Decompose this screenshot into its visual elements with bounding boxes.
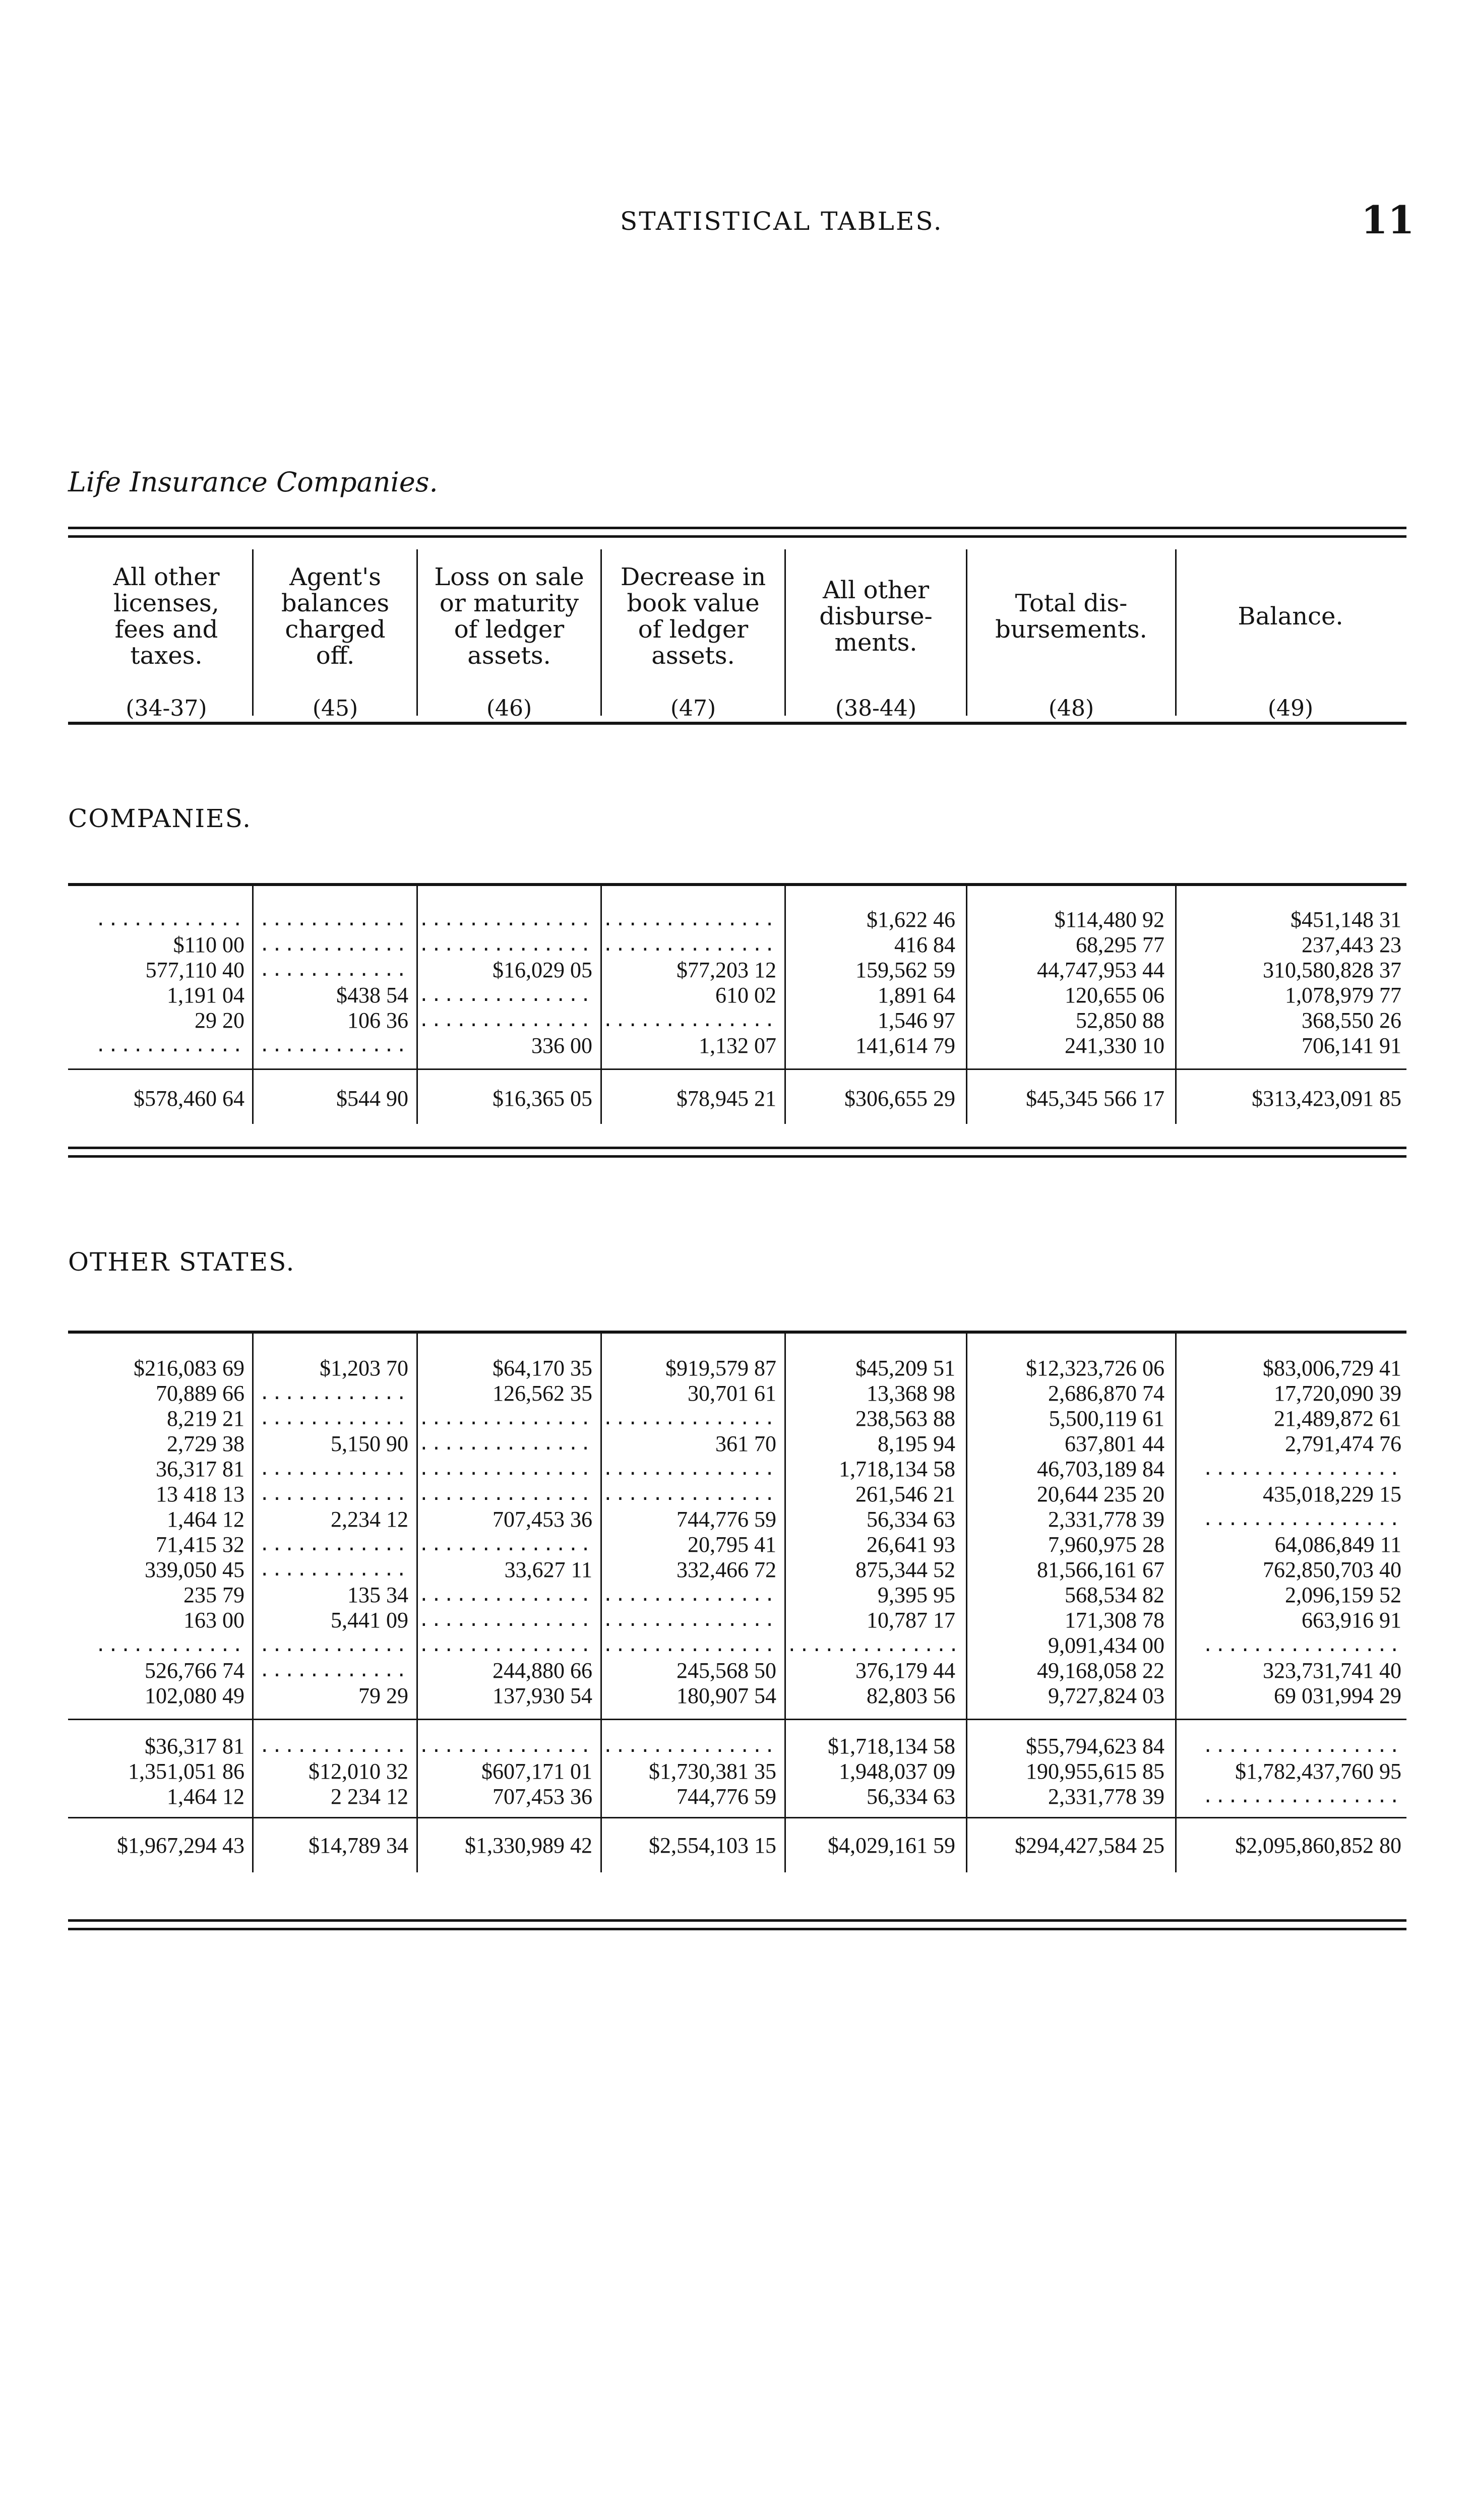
column-header: Total dis- bursements.: [995, 589, 1147, 644]
table-cell: ..............: [602, 1010, 777, 1031]
table-cell: ..............: [602, 934, 777, 955]
table-cell: 9,395 95: [878, 1583, 955, 1607]
column-separator: [966, 1334, 967, 1872]
table-cell: ............: [259, 1559, 408, 1580]
column-header: All other disburse- ments.: [819, 576, 933, 657]
table-cell: 261,546 21: [855, 1482, 955, 1506]
table-cell: 526,766 74: [145, 1658, 244, 1683]
table-cell: 29 20: [195, 1008, 244, 1033]
table-cell: ............: [259, 1035, 408, 1056]
table-cell: $1,967,294 43: [117, 1833, 244, 1858]
table-cell: $919,579 87: [665, 1356, 776, 1380]
table-cell: 56,334 63: [867, 1784, 955, 1809]
table-cell: 244,880 66: [493, 1658, 592, 1683]
table-cell: 52,850 88: [1076, 1008, 1164, 1033]
table-cell: 1,718,134 58: [839, 1457, 955, 1481]
table-cell: ................: [1202, 1786, 1401, 1807]
table-cell: 1,078,979 77: [1285, 983, 1401, 1007]
table-cell: 10,787 17: [867, 1608, 955, 1632]
table-cell: $1,730,381 35: [649, 1759, 776, 1784]
table-cell: 762,850,703 40: [1263, 1557, 1401, 1582]
table-cell: 2 234 12: [331, 1784, 408, 1809]
table-cell: $12,323,726 06: [1026, 1356, 1164, 1380]
column-header: All other licenses, fees and taxes.: [113, 563, 220, 670]
table-cell: ................: [1202, 1509, 1401, 1530]
table-cell: $64,170 35: [493, 1356, 592, 1380]
table-cell: $1,203 70: [320, 1356, 408, 1380]
table-cell: 2,331,778 39: [1048, 1784, 1164, 1809]
table-cell: $216,083 69: [134, 1356, 244, 1380]
table-cell: ............: [95, 909, 244, 930]
table-cell: ............: [259, 1660, 408, 1681]
table-cell: 5,441 09: [331, 1608, 408, 1632]
table-cell: 2,234 12: [331, 1507, 408, 1532]
table-cell: ..............: [418, 1585, 593, 1605]
table-cell: 13,368 98: [867, 1381, 955, 1406]
table-cell: $306,655 29: [844, 1086, 955, 1111]
table-cell: 21,489,872 61: [1274, 1406, 1401, 1431]
column-separator: [600, 549, 602, 716]
table-cell: ..............: [418, 1635, 593, 1656]
table-cell: ..............: [418, 1484, 593, 1504]
table-cell: ..............: [602, 1610, 777, 1630]
table-cell: 241,330 10: [1065, 1033, 1164, 1058]
table-cell: $12,010 32: [309, 1759, 408, 1784]
column-number: (38-44): [835, 695, 917, 721]
table-cell: $83,006,729 41: [1263, 1356, 1401, 1380]
table-cell: 245,568 50: [677, 1658, 776, 1683]
column-separator: [600, 886, 602, 1124]
table-cell: 2,729 38: [167, 1431, 244, 1456]
column-header: Agent's balances charged off.: [281, 563, 390, 670]
table-cell: $607,171 01: [481, 1759, 592, 1784]
subtotal-rule: [68, 1719, 1406, 1720]
table-cell: $294,427,584 25: [1015, 1833, 1164, 1858]
table-cell: ............: [259, 1635, 408, 1656]
column-header: Balance.: [1238, 602, 1343, 631]
table-cell: 1,464 12: [167, 1784, 244, 1809]
table-cell: 7,960,975 28: [1048, 1532, 1164, 1557]
column-number: (48): [1048, 695, 1094, 721]
table-cell: 416 84: [894, 932, 955, 957]
table-cell: $1,622 46: [867, 907, 955, 932]
table-cell: 2,096,159 52: [1285, 1583, 1401, 1607]
table-cell: 707,453 36: [493, 1507, 592, 1532]
table-cell: $1,782,437,760 95: [1235, 1759, 1401, 1784]
table-cell: ............: [259, 1534, 408, 1555]
table-cell: 46,703,189 84: [1037, 1457, 1164, 1481]
table-cell: 141,614 79: [855, 1033, 955, 1058]
table-subtitle: Life Insurance Companies.: [68, 466, 438, 498]
table-cell: $55,794,623 84: [1026, 1734, 1164, 1758]
table-cell: 237,443 23: [1302, 932, 1401, 957]
column-number: (46): [486, 695, 532, 721]
table-cell: $438 54: [336, 983, 408, 1007]
table-cell: ............: [95, 1635, 244, 1656]
column-separator: [966, 886, 967, 1124]
table-cell: 135 34: [347, 1583, 408, 1607]
table-cell: 744,776 59: [677, 1784, 776, 1809]
table-cell: ..............: [418, 1408, 593, 1429]
table-cell: ................: [1202, 1459, 1401, 1479]
table-cell: 568,534 82: [1065, 1583, 1164, 1607]
table-cell: 79 29: [358, 1683, 408, 1708]
table-cell: ................: [1202, 1736, 1401, 1756]
table-cell: ..............: [418, 1736, 593, 1756]
table-cell: 2,331,778 39: [1048, 1507, 1164, 1532]
table-cell: 332,466 72: [677, 1557, 776, 1582]
section-top-rule: [68, 1331, 1406, 1334]
table-cell: $1,718,134 58: [828, 1734, 955, 1758]
table-cell: 1,132 07: [699, 1033, 776, 1058]
table-cell: 5,500,119 61: [1049, 1406, 1164, 1431]
table-cell: 137,930 54: [493, 1683, 592, 1708]
column-number: (45): [312, 695, 358, 721]
table-cell: 20,795 41: [688, 1532, 776, 1557]
table-cell: ............: [259, 1383, 408, 1404]
table-cell: $14,789 34: [309, 1833, 408, 1858]
table-cell: 610 02: [715, 983, 776, 1007]
table-cell: 171,308 78: [1065, 1608, 1164, 1632]
running-head: STATISTICAL TABLES.: [620, 207, 943, 236]
table-cell: ............: [259, 1459, 408, 1479]
table-cell: $313,423,091 85: [1252, 1086, 1401, 1111]
section-top-rule: [68, 883, 1406, 886]
table-cell: 71,415 32: [156, 1532, 244, 1557]
table-cell: ............: [259, 960, 408, 980]
table-cell: $78,945 21: [677, 1086, 776, 1111]
table-cell: 1,464 12: [167, 1507, 244, 1532]
table-cell: ..............: [602, 1408, 777, 1429]
column-number: (49): [1267, 695, 1314, 721]
table-cell: ..............: [418, 985, 593, 1005]
table-cell: 2,686,870 74: [1048, 1381, 1164, 1406]
column-separator: [252, 886, 254, 1124]
table-cell: ............: [259, 909, 408, 930]
table-cell: 1,948,037 09: [839, 1759, 955, 1784]
table-cell: $578,460 64: [134, 1086, 244, 1111]
table-cell: 120,655 06: [1065, 983, 1164, 1007]
table-cell: ..............: [602, 1635, 777, 1656]
page-number: 11: [1361, 198, 1415, 242]
table-cell: ............: [259, 934, 408, 955]
table-cell: $4,029,161 59: [828, 1833, 955, 1858]
column-separator: [416, 1334, 418, 1872]
table-cell: 9,091,434 00: [1048, 1633, 1164, 1658]
table-cell: 70,889 66: [156, 1381, 244, 1406]
column-separator: [784, 549, 786, 716]
table-cell: 323,731,741 40: [1263, 1658, 1401, 1683]
table-cell: 1,891 64: [878, 983, 955, 1007]
table-cell: 376,179 44: [855, 1658, 955, 1683]
table-cell: 875,344 52: [855, 1557, 955, 1582]
table-cell: 663,916 91: [1302, 1608, 1401, 1632]
table-cell: 26,641 93: [867, 1532, 955, 1557]
table-cell: 20,644 235 20: [1037, 1482, 1164, 1506]
column-separator: [416, 886, 418, 1124]
table-cell: $1,330,989 42: [465, 1833, 592, 1858]
table-cell: ..............: [602, 1484, 777, 1504]
table-cell: $36,317 81: [145, 1734, 244, 1758]
table-cell: 339,050 45: [145, 1557, 244, 1582]
table-cell: 82,803 56: [867, 1683, 955, 1708]
column-header: Loss on sale or maturity of ledger assets.: [434, 563, 584, 670]
section-label: COMPANIES.: [68, 804, 252, 833]
table-cell: $114,480 92: [1054, 907, 1164, 932]
column-separator: [966, 549, 967, 716]
column-separator: [784, 886, 786, 1124]
table-cell: $77,203 12: [677, 958, 776, 982]
table-cell: $451,148 31: [1291, 907, 1401, 932]
table-cell: ............: [259, 1736, 408, 1756]
table-cell: $45,209 51: [855, 1356, 955, 1380]
table-cell: 1,191 04: [167, 983, 244, 1007]
table-cell: 2,791,474 76: [1285, 1431, 1401, 1456]
table-cell: 9,727,824 03: [1048, 1683, 1164, 1708]
table-cell: 235 79: [183, 1583, 244, 1607]
table-cell: 49,168,058 22: [1037, 1658, 1164, 1683]
table-cell: ..............: [602, 909, 777, 930]
table-cell: 56,334 63: [867, 1507, 955, 1532]
column-separator: [784, 1334, 786, 1872]
column-separator: [1175, 886, 1177, 1124]
table-cell: 163 00: [183, 1608, 244, 1632]
table-cell: 81,566,161 67: [1037, 1557, 1164, 1582]
column-header: Decrease in book value of ledger assets.: [620, 563, 766, 670]
table-cell: 69 031,994 29: [1274, 1683, 1401, 1708]
table-cell: 238,563 88: [855, 1406, 955, 1431]
header-bottom-rule: [68, 722, 1406, 725]
column-separator: [252, 549, 254, 716]
table-cell: ..............: [418, 909, 593, 930]
table-cell: ..............: [418, 1534, 593, 1555]
table-cell: 13 418 13: [156, 1482, 244, 1506]
table-cell: $2,095,860,852 80: [1235, 1833, 1401, 1858]
table-cell: 30,701 61: [688, 1381, 776, 1406]
table-cell: ............: [95, 1035, 244, 1056]
table-cell: 17,720,090 39: [1274, 1381, 1401, 1406]
column-separator: [1175, 1334, 1177, 1872]
table-cell: 68,295 77: [1076, 932, 1164, 957]
table-cell: 190,955,615 85: [1026, 1759, 1164, 1784]
total-rule: [68, 1817, 1406, 1818]
table-cell: ............: [259, 1484, 408, 1504]
table-cell: ..............: [418, 934, 593, 955]
table-bottom-rule: [68, 1919, 1406, 1930]
column-separator: [416, 549, 418, 716]
table-cell: ................: [1202, 1635, 1401, 1656]
table-cell: 706,141 91: [1302, 1033, 1401, 1058]
table-cell: $16,029 05: [493, 958, 592, 982]
total-rule: [68, 1068, 1406, 1070]
table-cell: ..............: [602, 1459, 777, 1479]
table-cell: 159,562 59: [855, 958, 955, 982]
table-cell: $16,365 05: [493, 1086, 592, 1111]
table-cell: 435,018,229 15: [1263, 1482, 1401, 1506]
table-cell: 180,907 54: [677, 1683, 776, 1708]
table-cell: ..............: [602, 1736, 777, 1756]
table-cell: ..............: [418, 1010, 593, 1031]
column-separator: [1175, 549, 1177, 716]
table-cell: 33,627 11: [504, 1557, 592, 1582]
table-cell: ..............: [602, 1585, 777, 1605]
table-cell: 577,110 40: [145, 958, 244, 982]
table-cell: ..............: [418, 1433, 593, 1454]
table-cell: 1,546 97: [878, 1008, 955, 1033]
table-top-rule: [68, 527, 1406, 538]
section-label: OTHER STATES.: [68, 1247, 295, 1277]
table-cell: 707,453 36: [493, 1784, 592, 1809]
table-cell: 361 70: [715, 1431, 776, 1456]
table-cell: 310,580,828 37: [1263, 958, 1401, 982]
table-cell: 1,351,051 86: [128, 1759, 244, 1784]
table-cell: ..............: [418, 1610, 593, 1630]
table-cell: 5,150 90: [331, 1431, 408, 1456]
table-cell: 368,550 26: [1302, 1008, 1401, 1033]
table-cell: 637,801 44: [1065, 1431, 1164, 1456]
table-cell: 744,776 59: [677, 1507, 776, 1532]
table-cell: $544 90: [336, 1086, 408, 1111]
table-cell: ............: [259, 1408, 408, 1429]
table-cell: 64,086,849 11: [1274, 1532, 1401, 1557]
table-cell: 36,317 81: [156, 1457, 244, 1481]
column-number: (47): [670, 695, 716, 721]
column-number: (34-37): [126, 695, 207, 721]
table-cell: 336 00: [531, 1033, 592, 1058]
table-cell: 102,080 49: [145, 1683, 244, 1708]
table-cell: ..............: [418, 1459, 593, 1479]
table-cell: ..............: [786, 1635, 961, 1656]
table-cell: 8,219 21: [167, 1406, 244, 1431]
column-separator: [252, 1334, 254, 1872]
table-cell: $110 00: [173, 932, 244, 957]
table-cell: 106 36: [347, 1008, 408, 1033]
column-separator: [600, 1334, 602, 1872]
table-cell: 44,747,953 44: [1037, 958, 1164, 982]
table-cell: 8,195 94: [878, 1431, 955, 1456]
table-cell: 126,562 35: [493, 1381, 592, 1406]
table-cell: $2,554,103 15: [649, 1833, 776, 1858]
section-bottom-rule: [68, 1147, 1406, 1158]
table-cell: $45,345 566 17: [1026, 1086, 1164, 1111]
